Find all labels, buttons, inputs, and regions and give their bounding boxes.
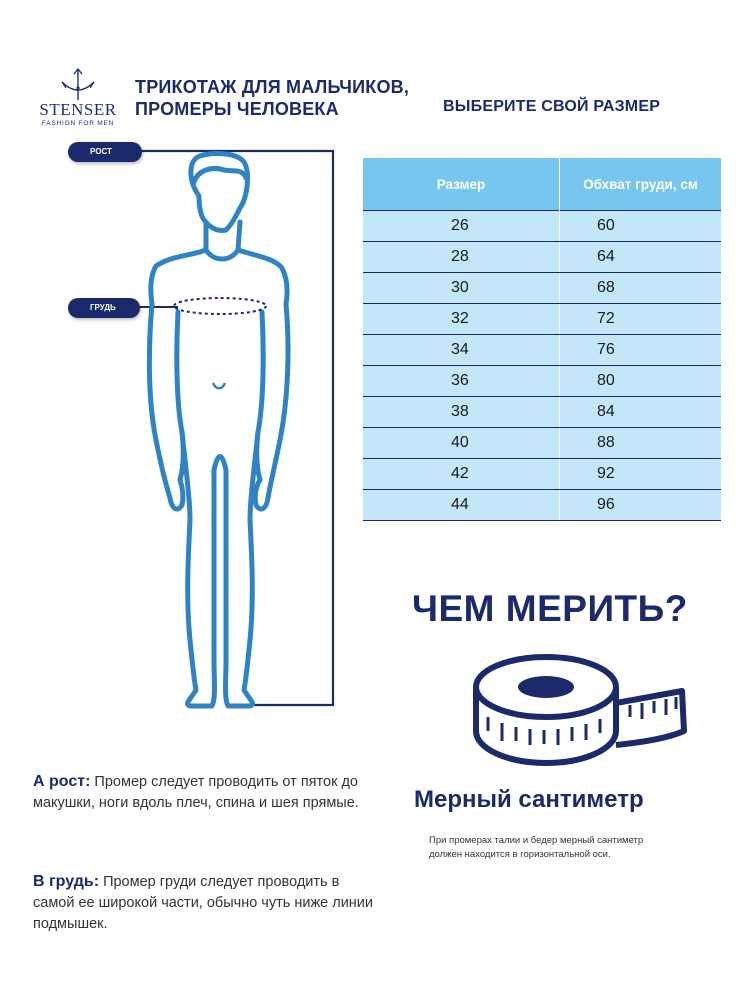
table-row: 44 96 [363, 490, 721, 521]
chest-column-header: Обхват груди, см [560, 158, 722, 211]
brand-name: STENSER [39, 100, 117, 119]
table-row: 34 76 [363, 335, 721, 366]
height-guide-line [140, 151, 333, 705]
chest-measure-ellipse [174, 298, 266, 314]
chest-instruction-lead: В грудь: [33, 873, 100, 890]
table-row: 26 60 [363, 211, 721, 242]
page-subtitle: ВЫБЕРИТЕ СВОЙ РАЗМЕР [443, 98, 661, 115]
page-title: ТРИКОТАЖ ДЛЯ МАЛЬЧИКОВ, ПРОМЕРЫ ЧЕЛОВЕКА [135, 77, 410, 119]
measuring-tape-label: Мерный сантиметр [414, 786, 644, 813]
size-column-header: Размер [363, 158, 560, 211]
table-row: 28 64 [363, 242, 721, 273]
table-row: 30 68 [363, 273, 721, 304]
chest-instruction [33, 871, 373, 935]
measuring-tape-icon [466, 645, 696, 780]
table-row: 42 92 [363, 459, 721, 490]
measure-question: ЧЕМ МЕРИТЬ? [412, 588, 688, 629]
height-instruction-lead: А рост: [33, 773, 91, 790]
height-instruction [33, 771, 373, 814]
brand-tagline: FASHION FOR MEN [41, 120, 115, 127]
table-row: 36 80 [363, 366, 721, 397]
body-figure [0, 0, 360, 720]
chest-label-pill: ГРУДЬ [68, 298, 140, 318]
chest-instruction-text: Промер груди следует проводить в самой ее широкой части, обычно чуть ниже линии подмышек. [33, 874, 373, 932]
table-header-row [363, 158, 721, 211]
height-instruction-text: Промер следует проводить от пяток до макушки, ноги вдоль плеч, спина и шея прямые. [33, 774, 359, 811]
table-row: 38 84 [363, 397, 721, 428]
person-outline [149, 154, 288, 706]
measure-note: При промерах талии и бедер мерный сантиметр должен находится в горизонтальной оси. [429, 835, 644, 860]
navel-mark [213, 383, 225, 388]
height-label-pill: РОСТ [68, 142, 142, 162]
size-table [363, 158, 721, 521]
table-row: 32 72 [363, 304, 721, 335]
table-row: 40 88 [363, 428, 721, 459]
